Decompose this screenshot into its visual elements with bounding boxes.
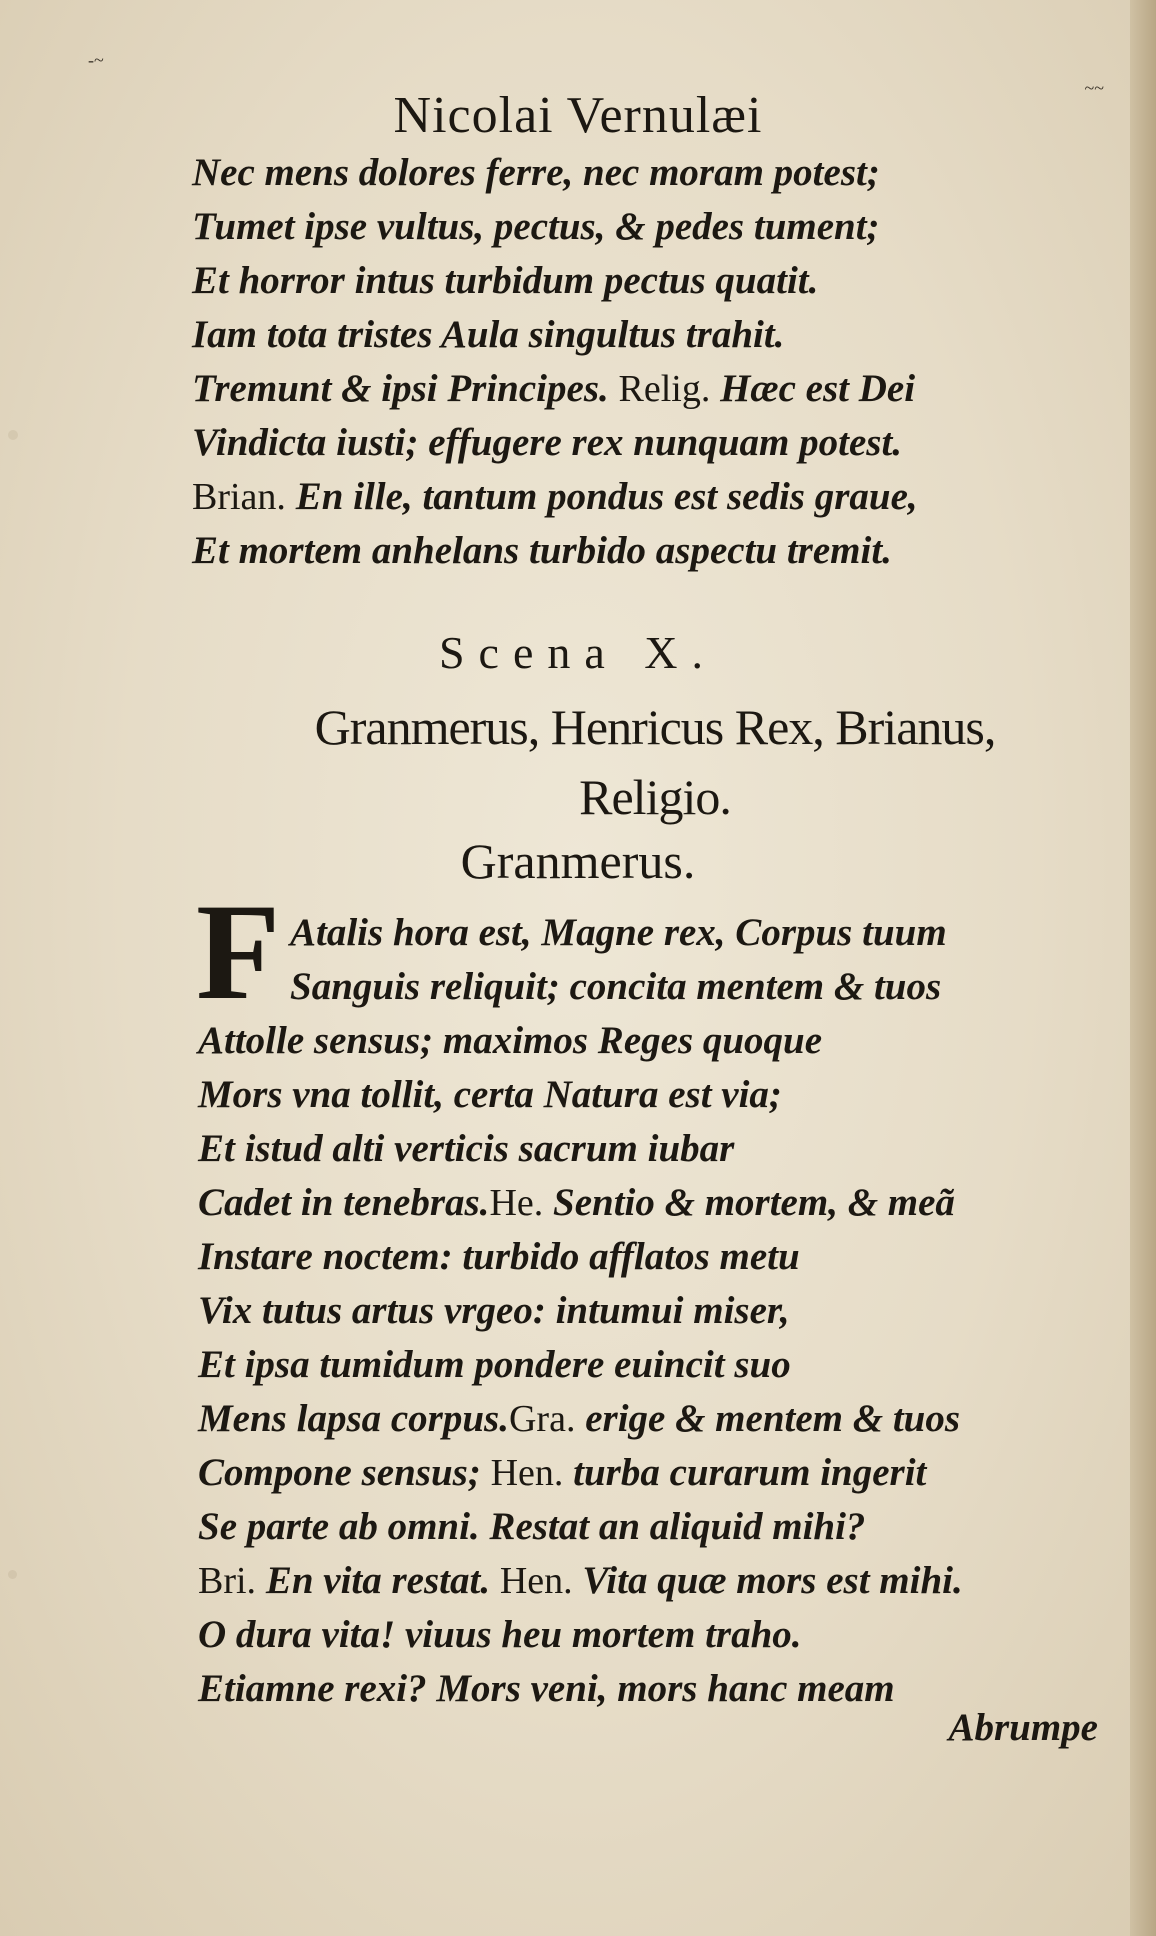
verse-text: turba curarum ingerit xyxy=(563,1451,927,1494)
verse-text: Attolle sensus; maximos Reges quoque xyxy=(198,1019,823,1062)
speaker-tag: Bri. xyxy=(198,1560,257,1602)
verse-line xyxy=(198,1500,1098,1554)
drop-cap: F xyxy=(196,875,281,1028)
verse-text: Mors vna tollit, certa Natura est via; xyxy=(198,1073,782,1116)
verse-text: Vita quæ mors est mihi. xyxy=(572,1559,963,1602)
verse-text: Et mortem anhelans turbido aspectu tremit. xyxy=(192,529,892,572)
verse-line xyxy=(198,1068,1098,1122)
verse-line xyxy=(198,1554,1098,1608)
verse-line: Atalis hora est, Magne rex, Corpus tuum xyxy=(290,911,947,954)
verse-line xyxy=(198,1014,1098,1068)
verse-text: erige & mentem & tuos xyxy=(575,1397,961,1440)
speaker-tag: Hen. xyxy=(490,1452,564,1494)
verse-line xyxy=(192,470,1092,524)
verse-line xyxy=(198,1446,1098,1500)
verse-text: Tumet ipse vultus, pectus, & pedes tument; xyxy=(192,205,880,248)
verse-text: Iam tota tristes Aula singultus trahit. xyxy=(192,313,785,356)
page-mark: ~~ xyxy=(1084,78,1104,98)
speaker-tag: Relig. xyxy=(618,368,711,410)
verse-line xyxy=(192,146,1092,200)
verse-text: Et istud alti verticis sacrum iubar xyxy=(198,1127,735,1170)
verse-line: Sanguis reliquit; concita mentem & tuos xyxy=(290,965,942,1008)
ink-spot xyxy=(8,1570,17,1579)
verse-line xyxy=(192,362,1092,416)
verse-line xyxy=(198,1392,1098,1446)
verse-line xyxy=(192,200,1092,254)
opening-lines xyxy=(290,906,1156,1014)
verse-text: Tremunt & ipsi Principes. xyxy=(192,367,619,410)
corner-mark: -~ xyxy=(88,50,104,70)
verse-text: Se parte ab omni. Restat an aliquid mihi? xyxy=(198,1505,866,1548)
verse-line xyxy=(198,1284,1098,1338)
verse-text: Compone sensus; xyxy=(198,1451,491,1494)
verse-line xyxy=(198,1230,1098,1284)
verse-text: Vix tutus artus vrgeo: intumui miser, xyxy=(198,1289,790,1332)
dramatis-personae xyxy=(230,692,1080,832)
ink-spot xyxy=(8,430,18,440)
persons-line: Religio. xyxy=(579,769,731,825)
verse-line xyxy=(198,1122,1098,1176)
verse-line xyxy=(192,254,1092,308)
verse-text: Et ipsa tumidum pondere euincit suo xyxy=(198,1343,791,1386)
verse-line xyxy=(192,308,1092,362)
verse-text: Hæc est Dei xyxy=(710,367,916,410)
verse-text: Etiamne rexi? Mors veni, mors hanc meam xyxy=(198,1667,895,1710)
verse-text: Cadet in tenebras. xyxy=(198,1181,490,1224)
main-verse-block xyxy=(198,1014,1098,1716)
verse-line xyxy=(198,1608,1098,1662)
verse-line xyxy=(192,524,1092,578)
top-verse-block xyxy=(192,146,1092,578)
catchword: Abrumpe xyxy=(948,1706,1098,1749)
verse-line xyxy=(192,416,1092,470)
verse-line xyxy=(198,1338,1098,1392)
verse-line xyxy=(198,1176,1098,1230)
verse-text: En vita restat. xyxy=(256,1559,500,1602)
speaker-heading: Granmerus. xyxy=(460,833,696,889)
speaker-tag: Brian. xyxy=(192,476,286,518)
persons-line: Granmerus, Henricus Rex, Brianus, xyxy=(314,699,996,755)
speaker-tag: Hen. xyxy=(499,1560,573,1602)
verse-text: Vindicta iusti; effugere rex nunquam potest. xyxy=(192,421,903,464)
scene-title: Scena X. xyxy=(438,627,718,678)
verse-text: En ille, tantum pondus est sedis graue, xyxy=(285,475,918,518)
verse-text: Et horror intus turbidum pectus quatit. xyxy=(192,259,819,302)
speaker-tag: Gra. xyxy=(508,1398,576,1440)
verse-text: O dura vita! viuus heu mortem traho. xyxy=(198,1613,802,1656)
verse-text: Instare noctem: turbido afflatos metu xyxy=(198,1235,800,1278)
verse-text: Nec mens dolores ferre, nec moram potest; xyxy=(192,151,880,194)
verse-text: Mens lapsa corpus. xyxy=(198,1397,509,1440)
running-title: Nicolai Vernulæi xyxy=(393,87,763,144)
speaker-tag: He. xyxy=(489,1182,544,1224)
verse-text: Sentio & mortem, & meã xyxy=(543,1181,955,1224)
